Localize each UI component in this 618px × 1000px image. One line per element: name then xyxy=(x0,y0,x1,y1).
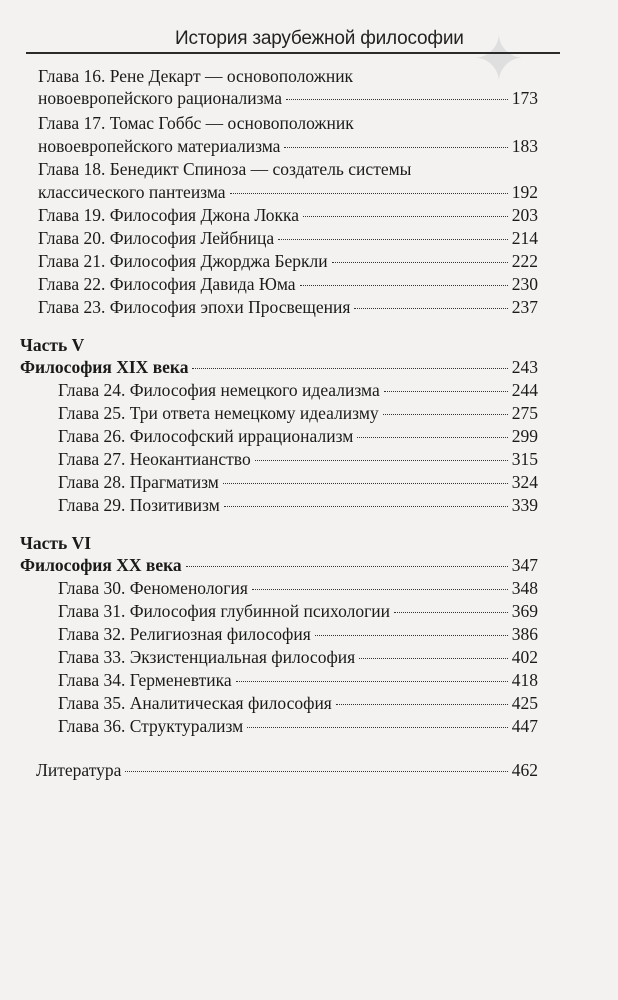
leader-dots xyxy=(252,589,508,590)
toc-entry-title: Глава 26. Философский иррационализм xyxy=(58,426,354,446)
leader-dots xyxy=(223,483,508,484)
toc-entry-title: Глава 17. Томас Гоббс — основоположник xyxy=(38,113,354,133)
toc-entry-title: Глава 18. Бенедикт Спиноза — создатель системы xyxy=(38,159,412,179)
toc-entry-title: Литература xyxy=(36,760,122,780)
toc-page-number: 173 xyxy=(511,88,538,108)
toc-entry[interactable] xyxy=(38,295,538,319)
toc-page-number: 192 xyxy=(511,182,538,202)
leader-dots xyxy=(284,147,507,148)
toc-entry-literature[interactable] xyxy=(36,758,538,782)
toc-page-number: 243 xyxy=(511,357,538,377)
leader-dots xyxy=(224,506,508,507)
toc-page-number: 315 xyxy=(511,449,538,469)
toc-entry[interactable] xyxy=(38,424,538,448)
toc-entry[interactable] xyxy=(38,157,538,181)
toc-entry-title: Глава 16. Рене Декарт — основоположник xyxy=(38,66,354,86)
toc-page-number: 324 xyxy=(511,472,538,492)
toc-entry[interactable] xyxy=(38,378,538,402)
toc-entry-title: Глава 28. Прагматизм xyxy=(58,472,219,492)
leader-dots xyxy=(357,437,507,438)
toc-entry[interactable] xyxy=(38,447,538,471)
toc-page-number: 237 xyxy=(511,297,538,317)
toc-entry-title: Глава 32. Религиозная философия xyxy=(58,624,311,644)
toc-entry-title: Глава 21. Философия Джорджа Беркли xyxy=(38,251,328,271)
toc-page-number: 214 xyxy=(511,228,538,248)
toc-entry[interactable] xyxy=(38,493,538,517)
toc-entry[interactable] xyxy=(38,272,538,296)
part-title: Философия XIX века xyxy=(20,357,189,377)
leader-dots xyxy=(230,193,508,194)
toc-page-number: 183 xyxy=(511,136,538,156)
leader-dots xyxy=(125,771,507,772)
leader-dots xyxy=(336,704,508,705)
header-rule xyxy=(26,52,560,54)
toc-page-number: 447 xyxy=(511,716,538,736)
toc-entry-title: новоевропейского материализма xyxy=(38,136,281,156)
toc-entry[interactable] xyxy=(38,622,538,646)
leader-dots xyxy=(236,681,508,682)
toc-part-entry[interactable] xyxy=(20,553,538,577)
toc-page-number: 347 xyxy=(511,555,538,575)
part-label: Часть VI xyxy=(20,533,92,553)
toc-entry[interactable] xyxy=(38,401,538,425)
toc-page-number: 348 xyxy=(511,578,538,598)
leader-dots xyxy=(300,285,508,286)
toc-part-entry[interactable] xyxy=(20,355,538,379)
toc-page-number: 275 xyxy=(511,403,538,423)
leader-dots xyxy=(354,308,507,309)
toc-entry-title: Глава 24. Философия немецкого идеализма xyxy=(58,380,380,400)
toc-page-number: 425 xyxy=(511,693,538,713)
part-label: Часть V xyxy=(20,335,85,355)
toc-page-number: 299 xyxy=(511,426,538,446)
leader-dots xyxy=(332,262,508,263)
toc-entry[interactable] xyxy=(38,86,538,110)
leader-dots xyxy=(394,612,508,613)
toc-entry[interactable] xyxy=(38,668,538,692)
leader-dots xyxy=(278,239,508,240)
toc-entry-title: классического пантеизма xyxy=(38,182,226,202)
toc-entry-title: Глава 30. Феноменология xyxy=(58,578,248,598)
toc-entry-title: Глава 19. Философия Джона Локка xyxy=(38,205,300,225)
toc-page-number: 386 xyxy=(511,624,538,644)
toc-entry-title: Глава 22. Философия Давида Юма xyxy=(38,274,296,294)
running-header: История зарубежной философии xyxy=(175,28,464,49)
leader-dots xyxy=(303,216,508,217)
toc-entry-title: новоевропейского рационализма xyxy=(38,88,283,108)
toc-entry-title: Глава 25. Три ответа немецкому идеализму xyxy=(58,403,379,423)
toc-page-number: 203 xyxy=(511,205,538,225)
toc-entry[interactable] xyxy=(38,226,538,250)
show-through-bleed: ✦ xyxy=(461,30,534,85)
toc-entry[interactable] xyxy=(38,576,538,600)
toc-entry[interactable] xyxy=(38,714,538,738)
toc-entry-title: Глава 34. Герменевтика xyxy=(58,670,232,690)
leader-dots xyxy=(255,460,508,461)
toc-entry-title: Глава 20. Философия Лейбница xyxy=(38,228,275,248)
toc-entry[interactable] xyxy=(38,599,538,623)
toc-entry[interactable] xyxy=(38,645,538,669)
toc-page-number: 244 xyxy=(511,380,538,400)
toc-entry[interactable] xyxy=(38,134,538,158)
toc-page-number: 339 xyxy=(511,495,538,515)
toc-entry-title: Глава 23. Философия эпохи Просвещения xyxy=(38,297,351,317)
toc-entry-title: Глава 31. Философия глубинной психологии xyxy=(58,601,391,621)
leader-dots xyxy=(315,635,508,636)
toc-entry[interactable] xyxy=(38,691,538,715)
toc-entry[interactable] xyxy=(38,249,538,273)
toc-entry-title: Глава 33. Экзистенциальная философия xyxy=(58,647,356,667)
leader-dots xyxy=(192,368,507,369)
leader-dots xyxy=(359,658,508,659)
toc-page-number: 462 xyxy=(511,760,538,780)
leader-dots xyxy=(286,99,508,100)
toc-page-number: 222 xyxy=(511,251,538,271)
toc-page-number: 369 xyxy=(511,601,538,621)
toc-entry-title: Глава 35. Аналитическая философия xyxy=(58,693,332,713)
toc-entry[interactable] xyxy=(38,111,538,135)
toc-page-number: 402 xyxy=(511,647,538,667)
toc-entry[interactable] xyxy=(38,64,538,88)
toc-entry[interactable] xyxy=(38,203,538,227)
toc-page-number: 230 xyxy=(511,274,538,294)
toc-entry-title: Глава 36. Структурализм xyxy=(58,716,244,736)
toc-entry-title: Глава 29. Позитивизм xyxy=(58,495,220,515)
leader-dots xyxy=(384,391,508,392)
leader-dots xyxy=(186,566,508,567)
toc-page-number: 418 xyxy=(511,670,538,690)
leader-dots xyxy=(247,727,508,728)
toc-entry-title: Глава 27. Неокантианство xyxy=(58,449,251,469)
toc-entry[interactable] xyxy=(38,470,538,494)
part-title: Философия XX века xyxy=(20,555,182,575)
leader-dots xyxy=(383,414,508,415)
toc-entry[interactable] xyxy=(38,180,538,204)
